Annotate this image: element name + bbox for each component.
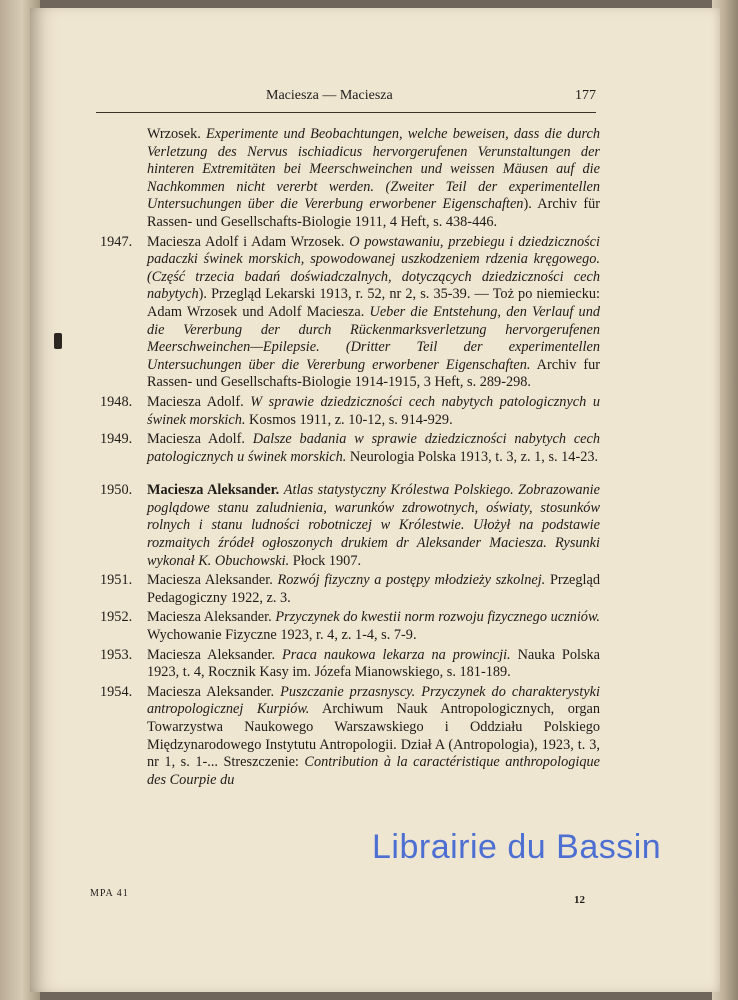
entry-title: O powstawaniu, przebiegu i dziedziczności padaczki świnek morskich, spowodowanej uszkodzeniem rdzenia kręgowego. (Część trzecia badań doświadczalnych, dotyczących dziedziczności cech nabytych	[147, 233, 600, 303]
entry-1954	[100, 684, 600, 790]
entry-1948	[100, 394, 600, 429]
entry-1947	[100, 234, 600, 392]
entry-publication: Nauka Polska 1923, t. 4, Rocznik Kasy im. Józefa Mianowskiego, s. 181-189.	[147, 646, 600, 681]
entry-title-translation: Ueber die Entstehung, den Verlauf und die Vererbung der durch Rückenmarksverletzung hervorgerufenen Meerschweinchen—Epilepsie. (Dritter Teil der experimentellen Untersuchungen über die Vererbung erworbener Eigenschaften.	[147, 303, 600, 373]
entry-number: 1950.	[100, 482, 133, 499]
entry-1949	[100, 431, 600, 466]
entry-title: Przyczynek do kwestii norm rozwoju fizycznego uczniów.	[275, 609, 600, 626]
entry-number: 1952.	[100, 609, 133, 626]
entry-title: Rozwój fizyczny a postępy młodzieży szkolnej.	[277, 572, 546, 589]
seller-watermark: Librairie du Bassin	[372, 828, 662, 866]
entry-title: Experimente und Beobachtungen, welche beweisen, dass die durch Verletzung des Nervus ischiadicus hervorgerufenen Verunstaltungen der hinteren Extremitäten bei Meerschweinchen und weissen Mäusen auf die Nachkommen nicht vererbt werden. (Zweiter Teil der experimentellen Untersuchungen über die Vererbung erworbener Eigenschaften	[147, 126, 600, 213]
entry-number: 1953.	[100, 646, 133, 663]
entry-publication: Neurologia Polska 1913, t. 3, z. 1, s. 14-23.	[346, 448, 599, 465]
entry-author: Maciesza Aleksander.	[147, 646, 282, 663]
entry-title: Puszczanie przasnyscy. Przyczynek do charakterystyki antropologicznej Kurpiów.	[147, 683, 600, 718]
entry-author: Maciesza Aleksander.	[147, 609, 276, 626]
bibliography-entries	[100, 126, 600, 791]
entry-title: Atlas statystyczny Królestwa Polskiego. Zobrazowanie poglądowe stanu zaludnienia, warunków zdrowotnych, oświaty, stosunków rolnych i stanu ludności robotniczej w Królestwie. Ułożył na podstawie rozmaitych źródeł ogłoszonych drukiem dr Aleksander Maciesza. Rysunki wykonał K. Obuchowski.	[147, 482, 600, 569]
entry-publication: Wychowanie Fizyczne 1923, r. 4, z. 1-4, s. 7-9.	[147, 627, 417, 644]
running-head-title: Maciesza — Maciesza	[266, 88, 393, 103]
entry-title-translation: Contribution à la caractéristique anthropologique des Courpie du	[147, 754, 600, 788]
entry-author: Maciesza Aleksander.	[147, 572, 278, 589]
entry-publication-translation: Archiv fur Rassen- und Gesellschafts-Biologie 1914-1915, 3 Heft, s. 289-298.	[147, 356, 600, 391]
entry-author: Maciesza Adolf.	[147, 431, 253, 448]
sheet-number: 12	[574, 894, 585, 906]
entry-continuation	[100, 126, 600, 232]
entry-publication: ). Archiv für Rassen- und Gesellschafts-Biologie 1911, 4 Heft, s. 438-446.	[147, 196, 600, 230]
entry-title: W sprawie dziedziczności cech nabytych patologicznych u świnek morskich.	[147, 393, 600, 428]
entry-publication: Płock 1907.	[289, 552, 362, 569]
entry-1953	[100, 647, 600, 682]
entry-number: 1951.	[100, 572, 133, 589]
entry-publication: Archiwum Nauk Antropologicznych, organ Towarzystwa Naukowego Warszawskiego i Oddziału Polskiego Międzynarodowego Instytutu Antropologii. Dział A (Antropologia), 1923, t. 3, nr 1, s. 1-... Streszczenie:	[147, 701, 600, 771]
entry-1951	[100, 572, 600, 607]
entry-text: Wrzosek.	[147, 126, 207, 142]
entry-author: Maciesza Aleksander.	[147, 482, 284, 499]
running-head	[96, 88, 596, 113]
page-tab-mark	[54, 333, 62, 349]
entry-author: Maciesza Aleksander.	[147, 683, 281, 700]
entry-publication: Przegląd Pedagogiczny 1922, z. 3.	[147, 572, 600, 606]
entry-number: 1954.	[100, 683, 133, 700]
entry-1952	[100, 609, 600, 644]
entry-author: Maciesza Adolf.	[147, 393, 251, 410]
page-number: 177	[575, 88, 596, 103]
entry-author: Maciesza Adolf i Adam Wrzosek.	[147, 233, 350, 250]
entry-title: Dalsze badania w sprawie dziedziczności nabytych cech patologicznych u świnek morskich.	[147, 431, 600, 465]
entry-number: 1947.	[100, 233, 133, 250]
entry-1950	[100, 482, 600, 570]
printer-signature: MPA 41	[90, 888, 129, 899]
entry-number: 1949.	[100, 431, 133, 448]
entry-title: Praca naukowa lekarza na prowincji.	[282, 646, 511, 663]
entry-publication: Kosmos 1911, z. 10-12, s. 914-929.	[245, 411, 453, 428]
entry-number: 1948.	[100, 393, 133, 410]
entry-publication: ). Przegląd Lekarski 1913, r. 52, nr 2, s. 35-39. — Toż po niemiecku: Adam Wrzosek und Adolf Maciesza.	[147, 286, 600, 320]
